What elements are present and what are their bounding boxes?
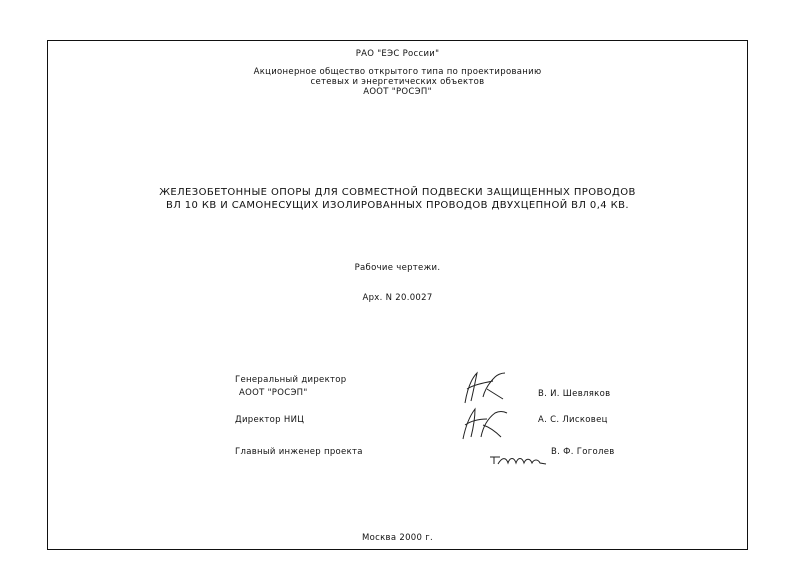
signatory-1-role: Генеральный директор — [235, 375, 347, 385]
signatory-1-org: АООТ "РОСЭП" — [239, 388, 308, 398]
company-line-2: сетевых и энергетических объектов — [310, 77, 485, 87]
signatory-3-role: Главный инженер проекта — [235, 447, 363, 457]
place-and-year: Москва 2000 г. — [362, 533, 433, 543]
signatory-2-role: Директор НИЦ — [235, 415, 305, 425]
archive-number: Арх. N 20.0027 — [362, 293, 433, 303]
document-title-line-1: ЖЕЛЕЗОБЕТОННЫЕ ОПОРЫ ДЛЯ СОВМЕСТНОЙ ПОДВЕСКИ ЗАЩИЩЕННЫХ ПРОВОДОВ — [159, 187, 636, 198]
document-subtitle: Рабочие чертежи. — [354, 263, 441, 273]
company-line-3: АООТ "РОСЭП" — [363, 87, 432, 97]
signatory-1-name: В. И. Шевляков — [538, 389, 611, 399]
title-sheet-frame — [47, 40, 748, 550]
signatory-3-name: В. Ф. Гоголев — [551, 447, 615, 457]
org-name: РАО "ЕЭС России" — [355, 49, 440, 59]
signatory-2-name: А. С. Лисковец — [538, 415, 608, 425]
signature-3-mark — [488, 451, 550, 467]
signature-2-mark — [453, 407, 515, 443]
document-title-line-2: ВЛ 10 КВ И САМОНЕСУЩИХ ИЗОЛИРОВАННЫХ ПРОВОДОВ ДВУХЦЕПНОЙ ВЛ 0,4 КВ. — [166, 200, 629, 211]
signature-1-mark — [453, 369, 515, 409]
company-line-1: Акционерное общество открытого типа по проектированию — [253, 67, 542, 77]
